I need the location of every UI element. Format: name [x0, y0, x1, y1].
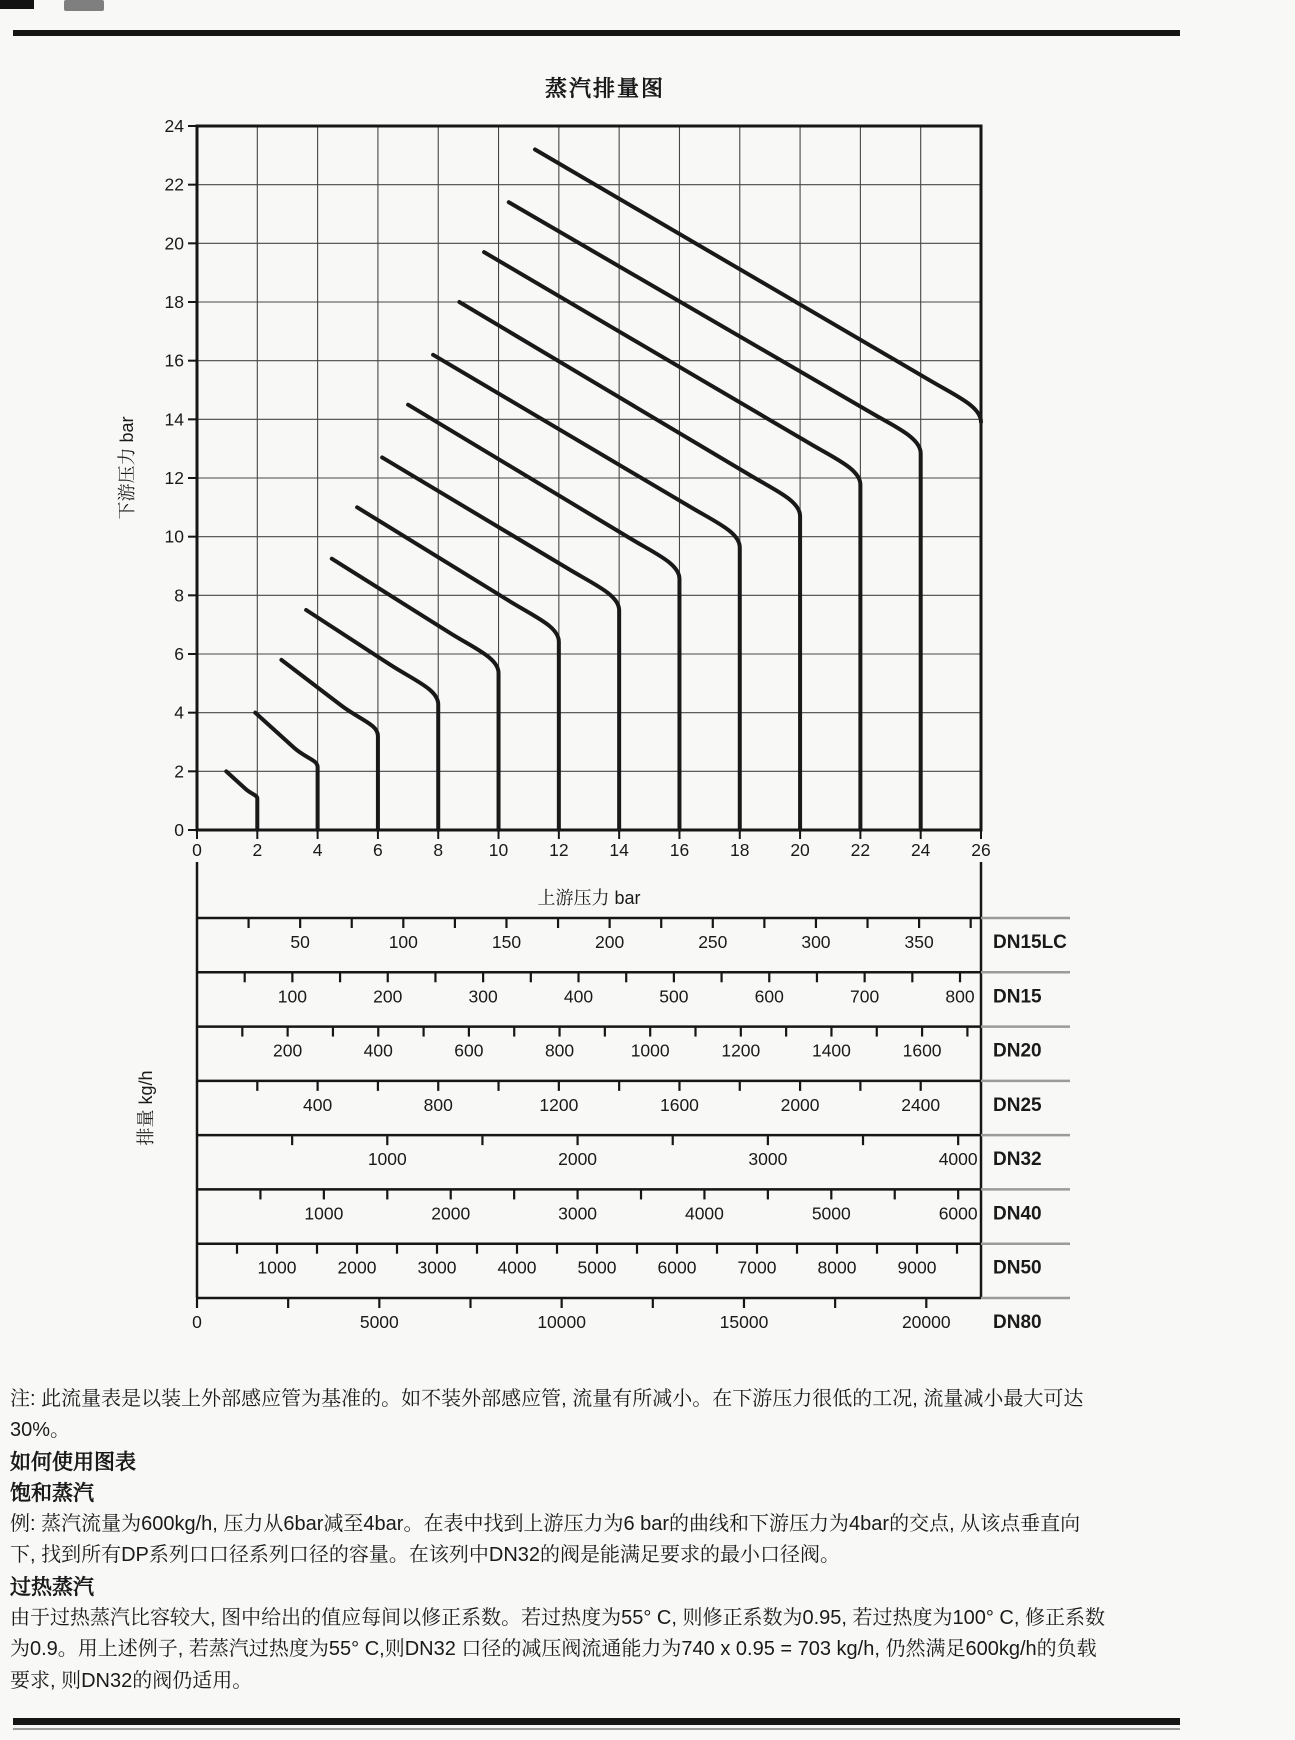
scale-value-label: 800: [945, 986, 975, 1007]
scale-value-label: 10000: [537, 1312, 586, 1332]
scale-value-label: 300: [468, 986, 498, 1007]
scale-value-label: 300: [801, 932, 831, 952]
capacity-curve: [332, 559, 499, 830]
scale-value-label: 2000: [780, 1094, 820, 1115]
scale-value-label: 3000: [417, 1257, 457, 1278]
scale-value-label: 250: [698, 932, 728, 952]
y-tick-label: 22: [164, 174, 184, 195]
y-tick-label: 8: [174, 585, 184, 606]
scale-value-label: 400: [563, 986, 594, 1007]
scale-value-label: 50: [290, 932, 310, 952]
scale-value-label: 200: [595, 932, 625, 952]
bottom-rule-shadow: [13, 1728, 1180, 1730]
scale-row-name: DN20: [993, 1040, 1042, 1062]
y-tick-label: 2: [174, 761, 184, 782]
capacity-curve: [306, 610, 438, 830]
scale-value-label: 700: [850, 986, 880, 1007]
saturated-steam-heading: 饱和蒸汽: [10, 1481, 94, 1505]
superheat-line: 要求, 则DN32的阀仍适用。: [10, 1669, 253, 1692]
superheated-steam-heading: 过热蒸汽: [10, 1575, 94, 1599]
scale-value-label: 0: [192, 1312, 202, 1332]
capacity-curve: [226, 771, 257, 830]
y-tick-label: 14: [164, 409, 184, 430]
scale-value-label: 1600: [659, 1094, 699, 1115]
scale-value-label: 9000: [897, 1257, 937, 1278]
x-tick-label: 14: [609, 840, 629, 860]
scale-value-label: 6000: [657, 1257, 697, 1278]
x-tick-label: 20: [790, 840, 810, 860]
scale-value-label: 8000: [817, 1257, 857, 1278]
scale-value-label: 6000: [938, 1203, 978, 1224]
scale-value-label: 400: [363, 1040, 393, 1061]
scale-value-label: 1200: [721, 1040, 761, 1061]
scale-value-label: 1400: [811, 1040, 851, 1061]
scale-value-label: 2000: [558, 1149, 598, 1170]
scale-value-label: 1000: [257, 1257, 297, 1278]
scale-value-label: 3000: [748, 1149, 788, 1170]
scale-value-label: 20000: [901, 1312, 951, 1332]
scale-value-label: 600: [454, 1040, 484, 1061]
y-tick-label: 10: [164, 526, 184, 547]
x-tick-label: 10: [488, 840, 509, 860]
capacity-curve: [382, 457, 619, 830]
scale-row-name: DN15: [993, 986, 1042, 1008]
x-tick-label: 26: [971, 840, 991, 860]
scale-value-label: 1200: [539, 1094, 579, 1115]
capacity-curve: [535, 149, 981, 422]
x-tick-label: 4: [312, 840, 323, 860]
capacity-curve: [459, 302, 800, 830]
x-tick-label: 8: [433, 840, 444, 860]
scale-value-label: 350: [904, 932, 934, 952]
saturated-line: 例: 蒸汽流量为600kg/h, 压力从6bar减至4bar。在表中找到上游压力为6 bar的曲线和下游压力为4bar的交点, 从该点垂直向: [10, 1513, 1081, 1536]
y-tick-label: 20: [164, 233, 184, 254]
scale-value-label: 2000: [431, 1203, 471, 1224]
scale-row-name: DN25: [993, 1094, 1042, 1116]
scale-value-label: 3000: [558, 1203, 598, 1224]
scale-value-label: 100: [388, 932, 418, 952]
scale-value-label: 7000: [737, 1257, 777, 1278]
note-line: 注: 此流量表是以装上外部感应管为基准的。如不装外部感应管, 流量有所减小。在下游压力很低的工况, 流量减小最大可达: [10, 1388, 1084, 1410]
scale-value-label: 200: [373, 986, 403, 1007]
scale-value-label: 1000: [630, 1040, 670, 1061]
usage-heading: 如何使用图表: [10, 1450, 136, 1474]
x-axis-title: 上游压力 bar: [537, 888, 641, 908]
notes-block: [10, 1384, 1282, 1697]
capacity-curve: [408, 405, 679, 830]
scale-value-label: 2400: [901, 1094, 941, 1115]
x-tick-label: 2: [252, 840, 263, 860]
scale-value-label: 100: [277, 986, 307, 1007]
capacity-axis-title: 排量 kg/h: [136, 1070, 156, 1146]
scale-value-label: 2000: [337, 1257, 377, 1278]
bottom-rule: [13, 1718, 1180, 1725]
y-tick-label: 6: [174, 644, 184, 664]
scale-value-label: 1000: [304, 1203, 344, 1224]
x-tick-label: 18: [730, 840, 750, 860]
scale-value-label: 1000: [367, 1149, 407, 1170]
saturated-line: 下, 找到所有DP系列口口径系列口径的容量。在该列中DN32的阀是能满足要求的最小口径阀。: [10, 1544, 841, 1567]
scale-value-label: 5000: [577, 1257, 617, 1278]
scale-value-label: 600: [754, 986, 784, 1007]
x-tick-label: 12: [549, 840, 569, 860]
scale-value-label: 4000: [497, 1257, 537, 1278]
scale-value-label: 1600: [902, 1040, 942, 1061]
capacity-curve: [484, 252, 860, 830]
scale-row-name: DN32: [993, 1149, 1042, 1171]
x-tick-label: 24: [910, 840, 931, 860]
scale-value-label: 800: [423, 1094, 453, 1115]
scale-value-label: 400: [303, 1094, 333, 1115]
x-tick-label: 6: [373, 840, 383, 860]
x-tick-label: 22: [850, 840, 871, 860]
scale-value-label: 5000: [811, 1203, 851, 1224]
scale-value-label: 5000: [359, 1312, 399, 1332]
scale-row-name: DN50: [993, 1257, 1042, 1279]
scale-row-name: DN15LC: [993, 932, 1067, 953]
scale-value-label: 150: [491, 932, 522, 952]
scale-value-label: 4000: [684, 1203, 724, 1224]
y-tick-label: 0: [174, 820, 184, 840]
scale-row-name: DN40: [993, 1203, 1042, 1225]
y-tick-label: 18: [164, 292, 184, 312]
chart-title: 蒸汽排量图: [544, 76, 665, 101]
y-tick-label: 16: [164, 350, 184, 371]
note-line: 30%。: [10, 1419, 71, 1442]
capacity-curve: [433, 355, 740, 830]
scale-row-name: DN80: [993, 1312, 1042, 1333]
y-tick-label: 4: [174, 702, 184, 723]
scale-value-label: 15000: [719, 1312, 769, 1332]
scale-value-label: 4000: [938, 1149, 978, 1170]
x-tick-label: 0: [192, 840, 202, 860]
y-axis-title: 下游压力 bar: [117, 416, 137, 520]
capacity-curve: [357, 507, 559, 830]
scale-value-label: 500: [659, 986, 689, 1007]
y-tick-label: 24: [164, 116, 184, 136]
superheat-line: 为0.9。用上述例子, 若蒸汽过热度为55° C,则DN32 口径的减压阀流通能力为740 x 0.95 = 703 kg/h, 仍然满足600kg/h的负载: [10, 1638, 1097, 1661]
superheat-line: 由于过热蒸汽比容较大, 图中给出的值应每间以修正系数。若过热度为55° C, 则修正系数为0.95, 若过热度为100° C, 修正系数: [10, 1607, 1105, 1630]
y-tick-label: 12: [164, 468, 184, 488]
capacity-curve: [281, 660, 377, 830]
scale-value-label: 200: [273, 1040, 303, 1061]
x-tick-label: 16: [669, 840, 690, 860]
scale-value-label: 800: [544, 1040, 575, 1061]
